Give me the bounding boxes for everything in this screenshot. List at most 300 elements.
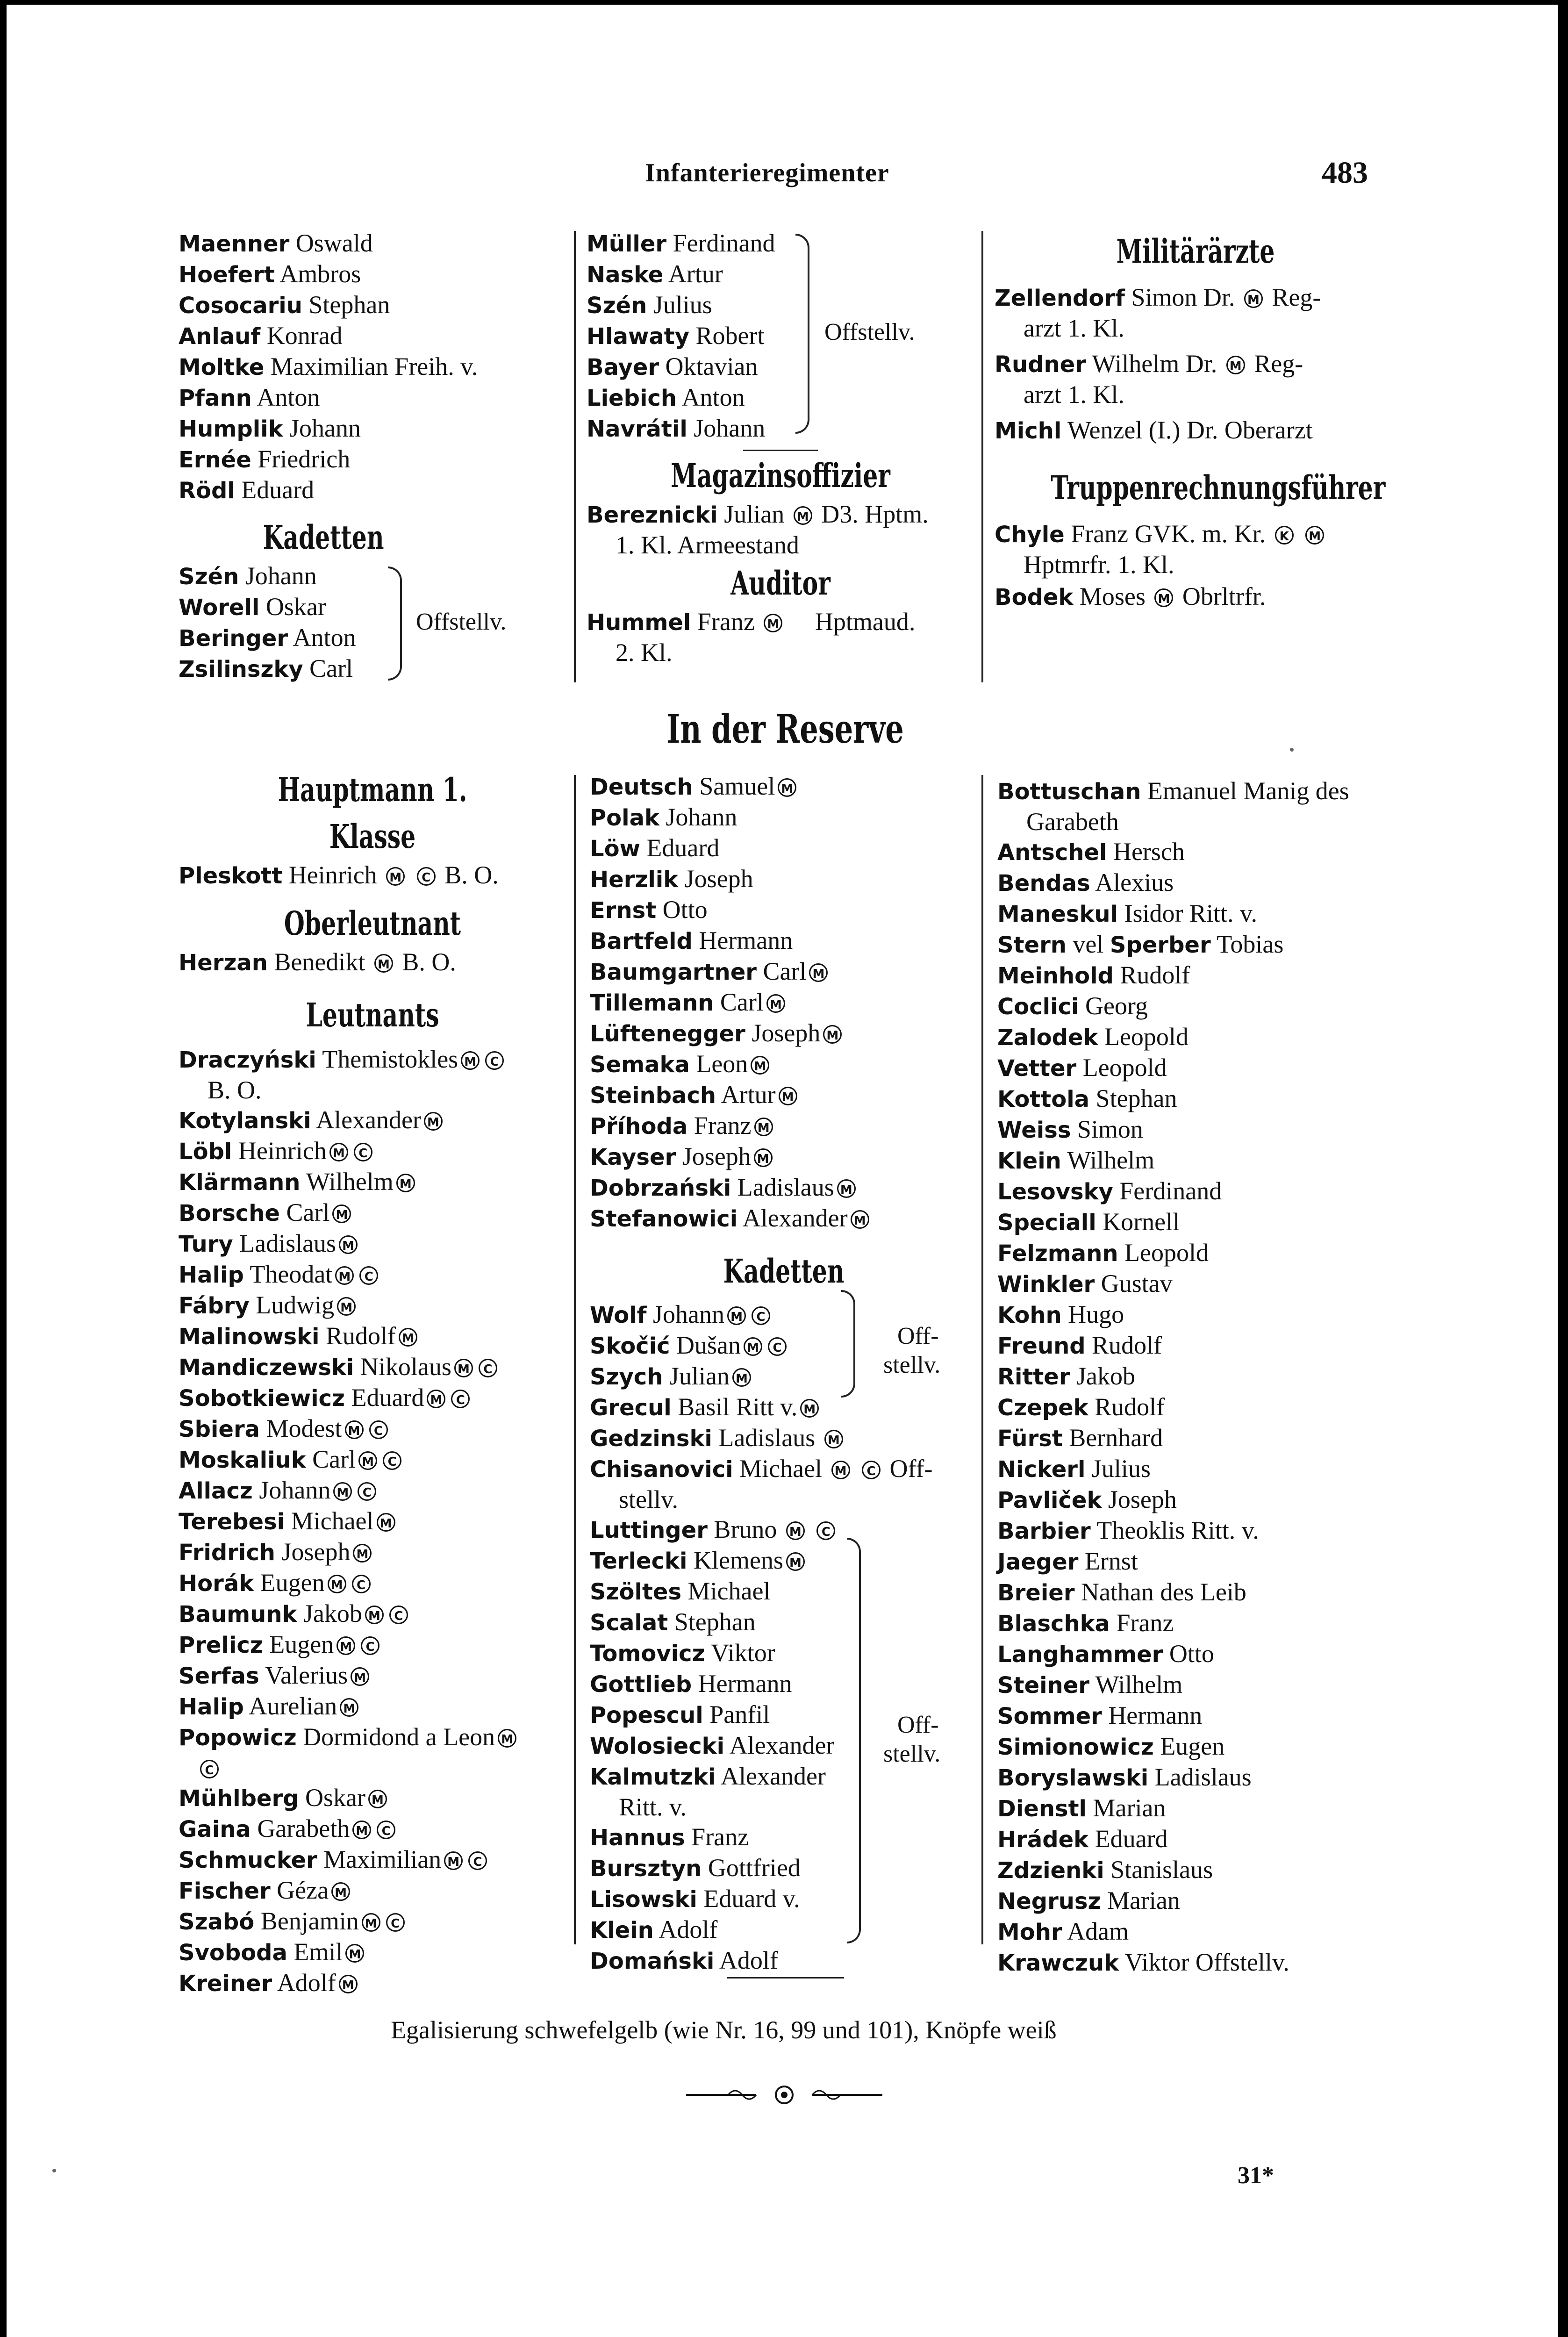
entry-surname: Winkler [997, 1271, 1095, 1298]
entry-surname: Fábry [179, 1293, 250, 1319]
list-item [997, 1299, 1418, 1330]
pleskott-line: Pleskott Heinrich M C B. O. [179, 861, 499, 889]
m-badge-icon: M [837, 1179, 856, 1198]
m-badge-icon: M [754, 1148, 773, 1167]
list-item [997, 807, 1418, 837]
entry-surname: Tury [179, 1231, 233, 1257]
chisanovici-line-2: stellv. [619, 1485, 678, 1513]
entry-given: Eugen [269, 1630, 334, 1658]
c-badge-icon: C [468, 1851, 487, 1870]
list-item [997, 837, 1418, 867]
leutnant-row [179, 1259, 566, 1290]
entry-surname: Schmucker [179, 1847, 317, 1873]
entry-given: Dušan [676, 1331, 741, 1359]
entry-surname: Felzmann [997, 1240, 1118, 1267]
list-item [997, 1916, 1418, 1947]
leutnant-row [179, 1444, 566, 1475]
entry-surname: Serfas [179, 1663, 259, 1689]
entry-given: Panfil [709, 1700, 770, 1728]
reserve-column-1 [179, 767, 566, 1999]
entry-surname: Langhammer [997, 1642, 1163, 1668]
list-item [997, 1269, 1418, 1299]
m-badge-icon: M [424, 1112, 443, 1131]
list-item [179, 592, 422, 623]
list-item [997, 1207, 1418, 1238]
list-item [590, 895, 978, 925]
entry-given: Oskar [265, 593, 326, 621]
list-item [997, 1484, 1418, 1515]
entry-given: Johann [245, 562, 317, 590]
entry-given: Carl [720, 988, 764, 1016]
entry-surname: Pfann [179, 385, 252, 411]
m-badge-icon: M [1305, 526, 1324, 545]
entry-given: Adolf [659, 1915, 718, 1943]
entry-surname: Antschel [997, 839, 1107, 866]
entry-surname: Pavliček [997, 1487, 1102, 1513]
leutnants-list [179, 1044, 566, 1999]
entry-surname: Barbier [997, 1518, 1091, 1544]
list-item [997, 1114, 1418, 1145]
entry-surname: Kohn [997, 1302, 1062, 1328]
entry-surname: Zdzienki [997, 1857, 1104, 1884]
entry-given: Nikolaus [360, 1353, 451, 1381]
entry-surname: Cosocariu [179, 293, 302, 319]
m-badge-icon: M [851, 1210, 869, 1229]
list-item [179, 623, 422, 653]
kadetten-1-brace-label: Offstellv. [416, 609, 507, 635]
c-badge-icon: C [377, 1821, 395, 1839]
entry-given: Johann [259, 1476, 331, 1504]
list-item [997, 1824, 1418, 1855]
list-item [590, 1392, 978, 1423]
rudner-line-2: arzt 1. Kl. [1024, 380, 1124, 409]
m-badge-icon: M [374, 954, 393, 973]
entry-given: Hermann [699, 926, 793, 954]
entry-given: Konrad [266, 322, 343, 350]
entry-surname: Vetter [997, 1055, 1077, 1082]
list-item [997, 960, 1418, 991]
leutnant-row [179, 1321, 566, 1352]
entry-surname: Weiss [997, 1117, 1071, 1143]
entry-given: Carl [312, 1445, 356, 1473]
entry-surname: Worell [179, 595, 260, 621]
entry-given: Marian [1107, 1886, 1180, 1914]
entry-surname: Maneskul [997, 901, 1118, 927]
scan-border-right [1558, 0, 1568, 2337]
entry-surname: Herzlik [590, 867, 679, 893]
list-item [997, 1515, 1418, 1546]
entry-surname: Kalmutzki [590, 1764, 716, 1790]
entry-surname: Sobotkiewicz [179, 1385, 345, 1412]
leutnants-title: Leutnants [306, 996, 439, 1034]
entry-given: Joseph [1108, 1485, 1177, 1513]
leutnant-row [179, 1136, 566, 1167]
c-badge-icon: C [358, 1482, 376, 1501]
leutnant-row [179, 1844, 566, 1875]
list-item [590, 1607, 978, 1638]
entry-surname: Jaeger [997, 1549, 1079, 1575]
c-badge-icon: C [479, 1359, 497, 1377]
list-item [997, 1855, 1418, 1885]
column-rule-top-1 [574, 231, 576, 682]
list-item [997, 1546, 1418, 1577]
entry-given: Ladislaus [737, 1173, 834, 1201]
list-item [997, 1238, 1418, 1269]
list-item [587, 228, 820, 259]
entry-surname: Krawczuk [997, 1950, 1119, 1976]
entry-given: Ladislaus [239, 1229, 337, 1257]
entry-given: Wilhelm [1067, 1146, 1155, 1174]
entry-given: Anton [681, 383, 745, 411]
magazin-title: Magazinsoffizier [671, 456, 890, 495]
entry-surname: Moltke [179, 354, 265, 380]
entry-given: Julian [669, 1362, 730, 1390]
list-item [997, 1330, 1418, 1361]
entry-given: Joseph [682, 1142, 751, 1170]
entry-surname: Stern [997, 932, 1067, 958]
m-badge-icon: M [824, 1430, 843, 1448]
entry-given: Eduard [241, 476, 315, 504]
m-badge-icon: M [351, 1667, 369, 1686]
m-badge-icon: M [368, 1790, 387, 1808]
entry-given: Gottfried [708, 1854, 801, 1882]
chisanovici-line: Chisanovici Michael M C Off- [590, 1455, 933, 1483]
entry-surname: Lisowski [590, 1886, 697, 1913]
entry-surname: Anlauf [179, 323, 261, 350]
leutnant-row [179, 1937, 566, 1968]
kadetten-1-brace [388, 566, 402, 681]
entry-given: vel [1073, 930, 1104, 958]
entry-surname: Zsilinszky [179, 656, 303, 682]
leutnant-row [179, 1906, 566, 1937]
entry-surname: Lesovsky [997, 1179, 1113, 1205]
divider-magazin [743, 450, 818, 451]
entry-surname: Müller [587, 231, 667, 257]
entry-surname: Szöltes [590, 1579, 682, 1605]
entry-surname: Borsche [179, 1200, 280, 1226]
list-item [590, 1080, 978, 1111]
c-badge-icon: C [200, 1760, 219, 1778]
entry-surname: Semaka [590, 1052, 690, 1078]
list-item [997, 1947, 1418, 1978]
entry-given: Leopold [1124, 1239, 1209, 1267]
entry-given: Simon [1077, 1115, 1143, 1143]
entry-surname: Terebesi [179, 1509, 285, 1535]
list-item [590, 1945, 978, 1976]
list-item [997, 1762, 1418, 1793]
leutnant-row [179, 1506, 566, 1537]
entry-given: Leopold [1104, 1023, 1189, 1051]
list-item [997, 929, 1418, 960]
entry-given: Eugen [1160, 1732, 1225, 1760]
list-item [997, 1577, 1418, 1608]
m-badge-icon: M [498, 1729, 516, 1748]
list-item [997, 1639, 1418, 1670]
entry-given: Artur [721, 1081, 776, 1109]
leutnant-row [179, 1660, 566, 1691]
reserve-title: In der Reserve [666, 706, 904, 752]
m-badge-icon: M [339, 1235, 358, 1254]
entry-given: Theodat [250, 1260, 333, 1288]
entry-surname: Bartfeld [590, 928, 693, 954]
m-badge-icon: M [461, 1051, 480, 1070]
entry-surname: Klein [997, 1148, 1061, 1174]
entry-given: Jakob [303, 1599, 362, 1627]
entry-surname: Rödl [179, 478, 235, 504]
leutnant-row [179, 1875, 566, 1906]
list-item [590, 987, 978, 1018]
list-item [997, 867, 1418, 898]
entry-surname: Speciall [997, 1210, 1096, 1236]
c-badge-icon: C [359, 1266, 378, 1285]
auditor-rank: Hptmaud. [815, 608, 916, 636]
entry-given: Hermann [1108, 1701, 1203, 1729]
rudner-line: Rudner Wilhelm Dr. M Reg- [995, 350, 1303, 378]
entry-given: Eduard v. [703, 1885, 800, 1913]
leutnant-row [179, 1197, 566, 1228]
entry-surname: Freund [997, 1333, 1086, 1359]
list-item [997, 1145, 1418, 1176]
chyle-line: Chyle Franz GVK. m. Kr. K M [995, 519, 1396, 550]
militaerarzte-section [995, 228, 1396, 612]
entry-given: Wilhelm [1095, 1670, 1183, 1699]
m-badge-icon: M [328, 1575, 346, 1593]
entry-given: Emanuel Manig des [1147, 777, 1349, 805]
list-item [587, 382, 820, 413]
list-item [997, 898, 1418, 929]
list-item [997, 1731, 1418, 1762]
entry-surname: Baumgartner [590, 959, 757, 985]
list-item [590, 1792, 978, 1822]
page-number: 483 [1322, 156, 1368, 190]
list-item [590, 1203, 978, 1234]
entry-given: Ferdinand [673, 229, 775, 257]
c-badge-icon: C [752, 1306, 770, 1325]
entry-given: Eduard [646, 834, 720, 862]
list-item [590, 833, 978, 864]
list-item [997, 1423, 1418, 1454]
entry-given: Johann [694, 414, 766, 442]
c-badge-icon: C [352, 1575, 371, 1593]
footer-rule [727, 1977, 844, 1979]
list-item [179, 444, 552, 475]
m-badge-icon: M [786, 1552, 805, 1571]
entry-given: Johann [666, 803, 737, 831]
entry-surname: Svoboda [179, 1940, 287, 1966]
entry-given: Ladislaus [1154, 1763, 1252, 1791]
leutnant-row [179, 1568, 566, 1599]
entry-given: Adam [1067, 1917, 1129, 1945]
zellendorf-line: Zellendorf Simon Dr. M Reg- [995, 283, 1321, 311]
entry-given: Alexander [316, 1106, 421, 1134]
kadetten-2-group-2-label-b: stellv. [883, 1741, 941, 1767]
kadetten-1-section [179, 514, 552, 561]
michl-line: Michl Wenzel (I.) Dr. Oberarzt [995, 416, 1313, 444]
list-item [179, 382, 552, 413]
leutnant-row [179, 1352, 566, 1383]
list-item [590, 1141, 978, 1172]
list-item [179, 321, 552, 351]
magazin-line-2: 1. Kl. Armeestand [616, 531, 799, 559]
m-badge-icon: M [329, 1143, 348, 1161]
m-badge-icon: M [744, 1337, 762, 1356]
entry-given: Stephan [674, 1608, 756, 1636]
c-badge-icon: C [862, 1461, 881, 1479]
entry-surname: Hrádek [997, 1827, 1089, 1853]
entry-surname: Naske [587, 262, 664, 288]
m-badge-icon: M [800, 1399, 819, 1418]
list-item [587, 321, 820, 351]
entry-surname: Sommer [997, 1703, 1102, 1729]
m-badge-icon: M [358, 1451, 377, 1470]
entry-surname: Grecul [590, 1395, 672, 1421]
entry-given: Carl [763, 957, 807, 985]
luttinger-line: Luttinger Bruno M C [590, 1514, 978, 1545]
entry-surname: Liebich [587, 385, 677, 411]
list-item [590, 1638, 978, 1669]
auditor-line-2: 2. Kl. [616, 638, 673, 667]
ornament-icon [686, 2085, 882, 2105]
c-badge-icon: C [386, 1913, 405, 1932]
column-2-brace-label: Offstellv. [824, 319, 915, 345]
oberleutnant-title: Oberleutnant [284, 904, 461, 943]
c-badge-icon: C [361, 1636, 379, 1655]
entry-given: Valerius [265, 1661, 348, 1689]
leutnant-row [179, 1629, 566, 1660]
list-item [590, 802, 978, 833]
leutnant-row [179, 1290, 566, 1321]
entry-surname: Bursztyn [590, 1856, 702, 1882]
leutnant-row [179, 1599, 566, 1629]
entry-given: Jakob [1076, 1362, 1136, 1390]
kadetten-2-group-1-label-b: stellv. [883, 1352, 941, 1378]
list-item [587, 413, 820, 444]
list-item [590, 1049, 978, 1080]
entry-given: Anton [293, 624, 356, 652]
entry-surname: Meinhold [997, 963, 1114, 989]
entry-surname: Dienstl [997, 1796, 1087, 1822]
scan-speck [52, 2169, 56, 2172]
list-item [179, 413, 552, 444]
list-item [590, 864, 978, 895]
m-badge-icon: M [1244, 289, 1263, 308]
k-badge-icon: K [1275, 526, 1294, 545]
entry-surname: Boryslawski [997, 1765, 1149, 1791]
entry-surname: Skočić [590, 1333, 670, 1359]
list-item [179, 561, 422, 592]
list-item [590, 925, 978, 956]
entry-surname: Scalat [590, 1610, 668, 1636]
entry-surname: Prelicz [179, 1632, 263, 1658]
entry-given-2: Tobias [1217, 930, 1284, 958]
m-badge-icon: M [823, 1025, 842, 1044]
entry-surname: Maenner [179, 231, 290, 257]
leutnant-row [179, 1105, 566, 1136]
magazin-first: Julian [724, 500, 785, 528]
chyle-line-2: Hptmrfr. 1. Kl. [1024, 551, 1174, 579]
entry-surname: Humplik [179, 416, 283, 442]
running-header: Infanterieregimenter [645, 158, 889, 187]
list-item [590, 771, 978, 802]
magazin-section [587, 452, 974, 667]
leutnant-row-continuation [179, 1753, 566, 1783]
entry-surname: Allacz [179, 1478, 253, 1504]
m-badge-icon: M [337, 1636, 355, 1655]
m-badge-icon: M [362, 1913, 380, 1932]
entry-surname: Czepek [997, 1395, 1088, 1421]
reserve-column-3 [997, 776, 1418, 1978]
entry-surname: Negrusz [997, 1888, 1101, 1914]
entry-given: Gustav [1101, 1269, 1173, 1298]
leutnant-row [179, 1783, 566, 1814]
entry-given: Artur [668, 260, 723, 288]
entry-given: Maximilian Freih. v. [270, 352, 478, 380]
entry-given: Themistokles [322, 1045, 458, 1073]
list-item [997, 1793, 1418, 1824]
entry-given: Johann [653, 1300, 725, 1328]
entry-given: Eduard [351, 1384, 424, 1412]
scan-speck [1290, 748, 1294, 752]
entry-given: Hermann [698, 1670, 792, 1698]
list-item [997, 1670, 1418, 1700]
entry-surname: Moskaliuk [179, 1447, 306, 1473]
entry-given: Franz [691, 1823, 749, 1851]
kadetten-2-group-2-label-a: Off- [897, 1712, 939, 1738]
auditor-first: Franz [697, 608, 755, 636]
m-badge-icon: M [794, 506, 812, 525]
entry-given: Rudolf [1120, 961, 1190, 989]
entry-given: Emil [294, 1938, 343, 1966]
entry-given: Joseph [752, 1019, 821, 1047]
entry-given: Garabeth [257, 1814, 350, 1842]
m-badge-icon: M [454, 1359, 473, 1377]
kadetten-1-list [179, 561, 422, 684]
entry-given: Anton [257, 383, 320, 411]
entry-surname: Halip [179, 1694, 244, 1720]
c-badge-icon: C [768, 1337, 787, 1356]
list-item [179, 653, 422, 684]
c-badge-icon: C [451, 1390, 470, 1408]
m-badge-icon: M [809, 963, 828, 982]
column-rule-bottom-1 [574, 775, 576, 1944]
kadetten-2-title: Kadetten [723, 1252, 845, 1290]
list-item [997, 1608, 1418, 1639]
entry-given: Kornell [1103, 1208, 1180, 1236]
m-badge-icon: M [754, 1118, 773, 1136]
entry-given: Alexander [742, 1204, 848, 1232]
entry-given: Alexander [729, 1731, 835, 1759]
auditor-name: Hummel [587, 609, 691, 636]
entry-given: Wilhelm [306, 1168, 394, 1196]
entry-given: Otto [662, 896, 708, 924]
list-item [590, 1576, 978, 1607]
entry-given: Franz [694, 1111, 752, 1140]
entry-given: Alexius [1095, 868, 1174, 896]
auditor-line-1 [587, 607, 974, 638]
list-item [590, 1111, 978, 1141]
list-item [179, 228, 552, 259]
entry-given: Rudolf [1095, 1393, 1165, 1421]
entry-given: Adolf [277, 1969, 336, 1997]
entry-surname: Ritter [997, 1364, 1070, 1390]
entry-given: Rudolf [1092, 1331, 1162, 1359]
entry-given: Ambros [279, 260, 361, 288]
entry-given: Johann [289, 414, 361, 442]
m-badge-icon: M [427, 1390, 445, 1408]
entry-surname: Szén [179, 564, 239, 590]
entry-surname: Fischer [179, 1878, 271, 1904]
entry-surname: Klein [590, 1917, 654, 1943]
